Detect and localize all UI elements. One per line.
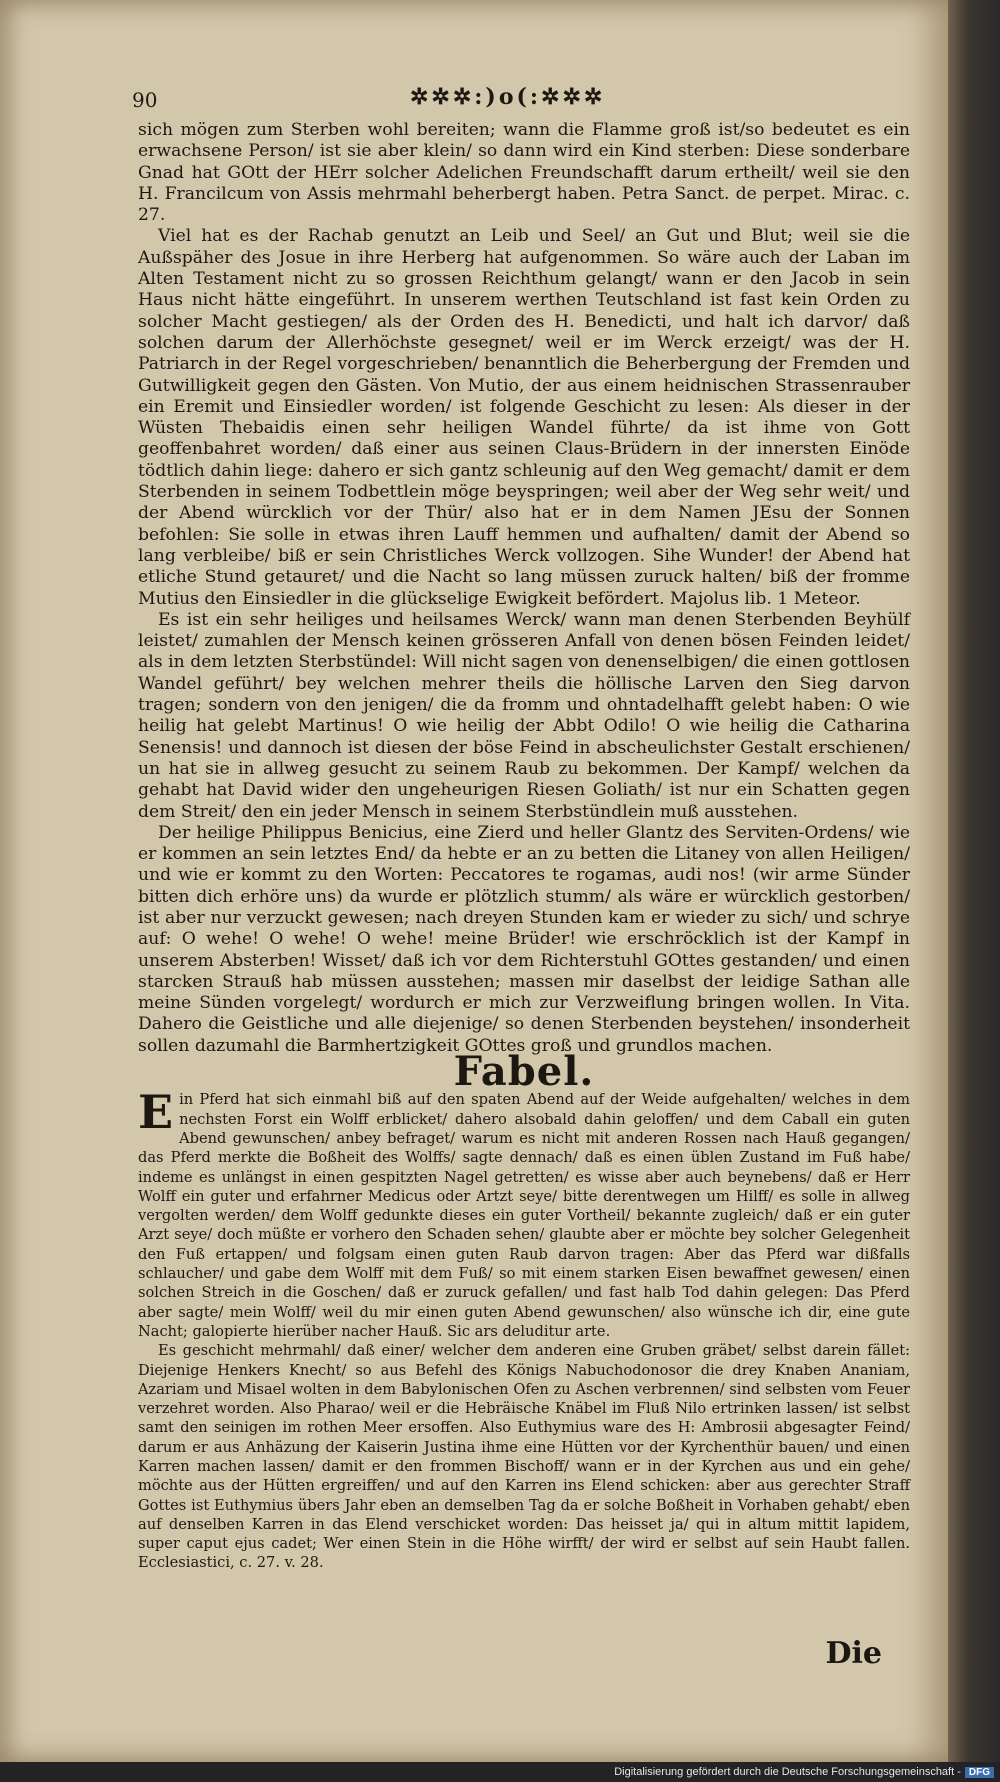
fable-text <box>138 1085 910 1572</box>
paragraph: Es ist ein sehr heiliges und heilsames Werck/ wann man denen Sterbenden Beyhülf leistet/ zumahlen der Mensch keinen grösseren Anfall von denen bösen Feinden leidet/ als in dem letzten Sterbstündel: Will nicht sagen von denenselbigen/ die einen gottlosen Wandel geführt/ bey welchen mehrer theils die höllische Larven den Sieg darvon tragen; sondern von den jenigen/ die da fromm und ohntadelhafft gelebt haben: O wie heilig hat gelebt Martinus! O wie heilig der Abbt Odilo! O wie heilig die Catharina Senensis! und dannoch ist diesen der böse Feind in abscheulichster Gestalt erschienen/ un hat sie in allweg gesucht zu seinem Raub zu bekommen. Der Kampf/ welchen da gehabt hat David wider den ungeheurigen Riesen Goliath/ ist nur ein Schatten gegen dem Streit/ den ein jeder Mensch in seinem Sterbstündlein muß ausstehen. <box>138 609 910 822</box>
header-ornament: ✲✲✲:)o(:✲✲✲ <box>410 84 606 110</box>
paragraph: Viel hat es der Rachab genutzt an Leib und Seel/ an Gut und Blut; weil sie die Außspäher des Josue in ihre Herberg hat aufgenommen. So wäre auch der Laban im Alten Testament nicht zu so grossen Reichthum gelangt/ wann er den Jacob in sein Haus nicht hätte eingeführt. In unserem werthen Teutschland ist fast kein Orden zu solcher Macht gestiegen/ als der Orden des H. Benedicti, und halt ich darvor/ daß solchen darum der Allerhöchste gesegnet/ weil er im Werck erzeigt/ was der H. Patriarch in der Regel vorgeschrieben/ benanntlich die Beherbergung der Fremden und Gutwilligkeit gegen den Gästen. Von Mutio, der aus einem heidnischen Strassenrauber ein Eremit und Einsiedler worden/ ist folgende Geschicht zu lesen: Als dieser in der Wüsten Thebaidis einen sehr heiligen Wandel führte/ da ist ihme von Gott geoffenbahret worden/ daß einer aus seinen Claus-Brüdern in der innersten Einöde tödtlich dahin liege: dahero er sich gantz schleunig auf den Weg gemacht/ damit er dem Sterbenden in seinem Todbettlein möge beyspringen; weil aber der Weg sehr weit/ und der Abend würcklich vor der Thür/ also hat er in dem Namen JEsu der Sonnen befohlen: Sie solle in etwas ihren Lauff hemmen und aufhalten/ damit der Abend so lang verbleibe/ biß er sein Christliches Werck vollzogen. Sihe Wunder! der Abend hat etliche Stund getauret/ und die Nacht so lang müssen zuruck halten/ biß der fromme Mutius den Einsiedler in die glückselige Ewigkeit befördert. Majolus lib. 1 Meteor. <box>138 226 910 609</box>
fable-heading: Fabel. <box>453 1048 595 1096</box>
footer-bar <box>0 1762 1000 1782</box>
page-header <box>130 84 910 114</box>
fable-paragraph <box>138 1085 910 1341</box>
catchword: Die <box>825 1636 882 1671</box>
fable-paragraph-text: in Pferd hat sich einmahl biß auf den spaten Abend auf der Weide aufgehalten/ welches in dem nechsten Forst ein Wolff erblicket/ dahero alsobald dahin geloffen/ und dem Caball ein guten Abend gewunschen/ anbey befraget/ warum es nicht mit anderen Rossen nach Hauß gegangen/ das Pferd merkte die Boßheit des Wolffs/ sagte dennach/ daß es einen üblen Zustand im Fuß habe/ indeme es unlängst in einen gespitzten Nagel getretten/ es wisse aber auch beynebens/ daß er Herr Wolff ein guter und erfahrner Medicus oder Artzt seye/ bitte derentwegen um Hilff/ es solle in allweg vergolten werden/ dem Wolff gedunkte dieses ein guter Vortheil/ bekannte zugleich/ daß er ein guter Arzt seye/ doch müßte er vorhero den Schaden sehen/ glaubte aber er möchte bey solcher Gelegenheit den Fuß ertappen/ und folgsam einen guten Raub darvon tragen: Aber das Pferd war dißfalls schlaucher/ und gabe dem Wolff mit dem Fuß/ so mit einem starken Eisen bewaffnet gewesen/ einen solchen Streich in die Goschen/ daß er zuruck gefallen/ und fast halb Tod dahin gelegen: Das Pferd aber sagte/ mein Wolff/ weil du mir einen guten Abend gewunschen/ also wünsche ich dir, eine gute Nacht; galopierte hierüber nacher Hauß. Sic ars deluditur arte. <box>138 1091 910 1340</box>
paragraph: sich mögen zum Sterben wohl bereiten; wann die Flamme groß ist/so bedeutet es ein erwachsene Person/ ist sie aber klein/ so dann wird ein Kind sterben: Diese sonderbare Gnad hat GOtt der HErr solcher Adelichen Freundschafft darum ertheilt/ weil sie den H. Francilcum von Assis mehrmahl beherbergt haben. Petra Sanct. de perpet. Mirac. c. 27. <box>138 120 910 226</box>
page-number: 90 <box>132 88 158 112</box>
drop-cap: E <box>138 1085 174 1140</box>
footer-credit: Digitalisierung gefördert durch die Deutsche Forschungsgemeinschaft - <box>614 1766 961 1778</box>
dfg-logo: DFG <box>965 1767 994 1778</box>
book-edge <box>948 0 1000 1762</box>
fable-paragraph: Es geschicht mehrmahl/ daß einer/ welcher dem anderen eine Gruben gräbet/ selbst darein fället: Diejenige Henkers Knecht/ so aus Befehl des Königs Nabuchodonosor die drey Knaben Ananiam, Azariam und Misael wolten in dem Babylonischen Ofen zu Aschen verbrennen/ sind selbsten vom Feuer verzehret worden. Also Pharao/ weil er die Hebräische Knäbel im Fluß Nilo ertrinken lassen/ ist selbst samt den seinigen im rothen Meer ersoffen. Also Euthymius ware des H: Ambrosii abgesagter Feind/ darum er aus Anhäzung der Kaiserin Justina ihme eine Hütten vor der Kyrchenthür bauen/ und einen Karren machen lassen/ damit er den frommen Bischoff/ wann er in der Kyrchen aus und ein gehe/ möchte aus der Hütten ergreiffen/ und auf den Karren ins Elend schicken: aber aus gerechter Straff Gottes ist Euthymius übers Jahr eben an demselben Tag da er solche Boßheit in Vorhaben gehabt/ eben auf denselben Karren in das Elend verschicket worden: Das heisset ja/ qui in altum mittit lapidem, super caput ejus cadet; Wer einen Stein in die Höhe wirfft/ der wird er selbst auf sein Haubt fallen. Ecclesiastici, c. 27. v. 28. <box>138 1342 910 1572</box>
paragraph: Der heilige Philippus Benicius, eine Zierd und heller Glantz des Serviten-Ordens/ wie er kommen an sein letztes End/ da hebte er an zu betten die Litaney von allen Heiligen/ und wie er kommt zu den Worten: Peccatores te rogamas, audi nos! (wir arme Sünder bitten dich erhöre uns) da wurde er plötzlich stumm/ als wäre er würcklich gestorben/ ist aber nur verzuckt gewesen; nach dreyen Stunden kam er wieder zu sich/ und schrye auf: O wehe! O wehe! O wehe! meine Brüder! wie erschröcklich ist der Kampf in unserem Absterben! Wisset/ daß ich vor dem Richterstuhl GOttes gestanden/ und einen starcken Strauß hab müssen ausstehen; massen mir daselbst der leidige Sathan alle meine Sünden vorgelegt/ wordurch er mich zur Verzweiflung bringen wollen. In Vita. Dahero die Geistliche und alle diejenige/ so denen Sterbenden beystehen/ insonderheit sollen dazumahl die Barmhertzigkeit GOttes groß und grundlos machen. <box>138 822 910 1056</box>
page-text <box>138 120 910 1573</box>
